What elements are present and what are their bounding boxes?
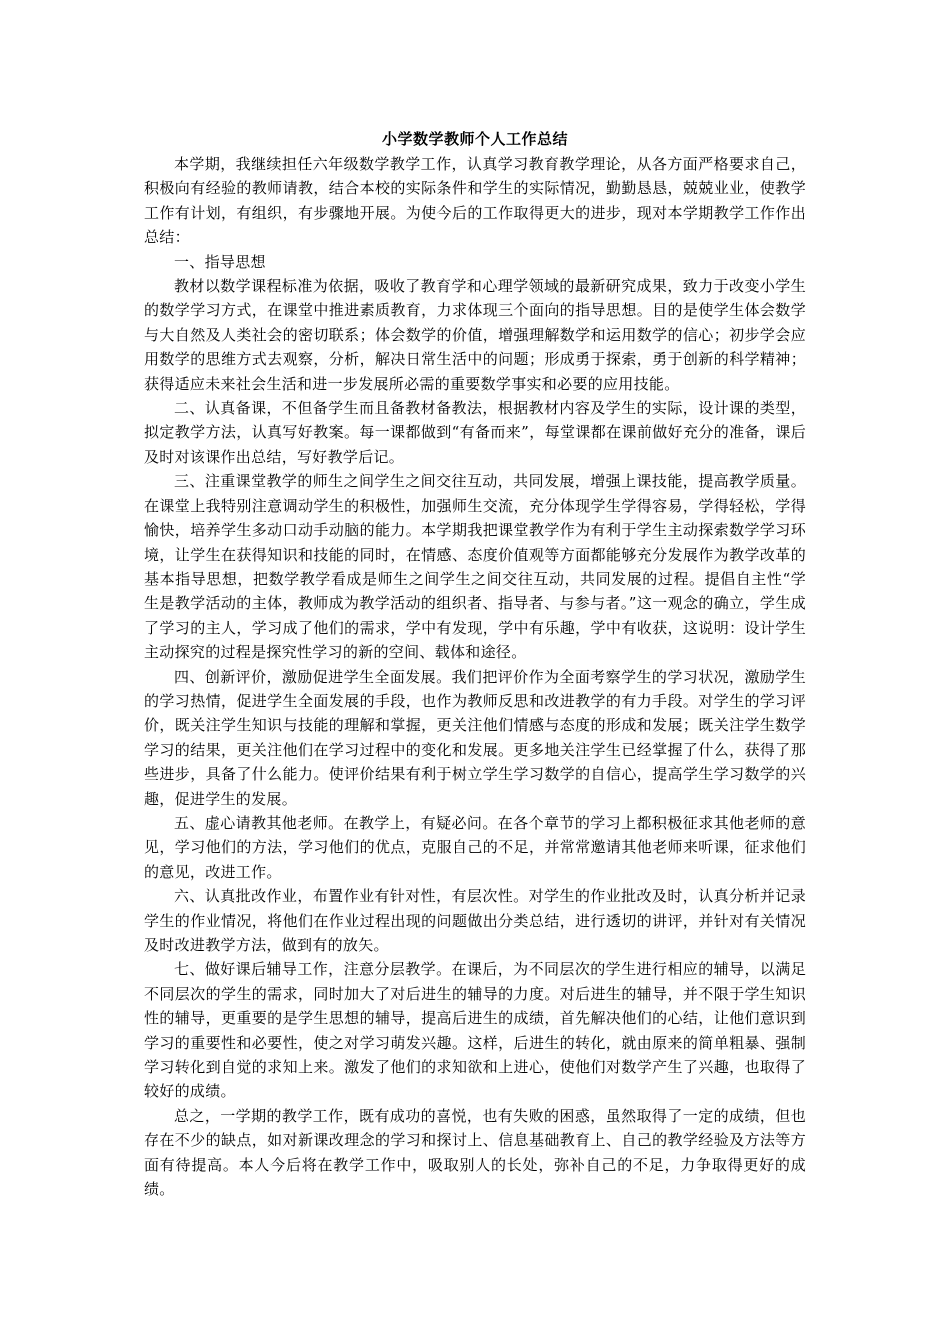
paragraph-lesson-prep: 二、认真备课，不但备学生而且备教材备教法，根据教材内容及学生的实际，设计课的类型，拟定教学方法，认真写好教案。每一课都做到“有备而来”，每堂课都在课前做好充分的准备，课后及时对该课作出总结，写好教学后记。 bbox=[144, 399, 806, 466]
paragraph-homework: 六、认真批改作业，布置作业有针对性，有层次性。对学生的作业批改及时，认真分析并记录学生的作业情况，将他们在作业过程出现的问题做出分类总结，进行透切的讲评，并针对有关情况及时改进教学方法，做到有的放矢。 bbox=[144, 887, 806, 954]
paragraph-guiding-thought: 教材以数学课程标准为依据，吸收了教育学和心理学领域的最新研究成果，致力于改变小学生的数学学习方式，在课堂中推进素质教育，力求体现三个面向的指导思想。目的是使学生体会数学与大自然及人类社会的密切联系；体会数学的价值，增强理解数学和运用数学的信心；初步学会应用数学的思维方式去观察，分析，解决日常生活中的问题；形成勇于探索，勇于创新的科学精神；获得适应未来社会生活和进一步发展所必需的重要数学事实和必要的应用技能。 bbox=[144, 277, 806, 393]
paragraph-tutoring: 七、做好课后辅导工作，注意分层教学。在课后，为不同层次的学生进行相应的辅导，以满足不同层次的学生的需求，同时加大了对后进生的辅导的力度。对后进生的辅导，并不限于学生知识性的辅导，更重要的是学生思想的辅导，提高后进生的成绩，首先解决他们的心结，让他们意识到学习的重要性和必要性，使之对学习萌发兴趣。这样，后进生的转化，就由原来的简单粗暴、强制学习转化到自觉的求知上来。激发了他们的求知欲和上进心，使他们对数学产生了兴趣，也取得了较好的成绩。 bbox=[144, 960, 806, 1101]
paragraph-conclusion: 总之，一学期的教学工作，既有成功的喜悦，也有失败的困惑，虽然取得了一定的成绩，但也存在不少的缺点，如对新课改理念的学习和探讨上、信息基础教育上、自己的教学经验及方法等方面有待提高。本人今后将在教学工作中，吸取别人的长处，弥补自己的不足，力争取得更好的成绩。 bbox=[144, 1106, 806, 1199]
document-page bbox=[144, 126, 806, 1201]
paragraph-classroom-interaction: 三、注重课堂教学的师生之间学生之间交往互动，共同发展，增强上课技能，提高教学质量。在课堂上我特别注意调动学生的积极性，加强师生交流，充分体现学生学得容易，学得轻松，学得愉快，培养学生多动口动手动脑的能力。本学期我把课堂教学作为有利于学生主动探索数学学习环境，让学生在获得知识和技能的同时，在情感、态度价值观等方面都能够充分发展作为教学改革的基本指导思想，把数学教学看成是师生之间学生之间交往互动，共同发展的过程。提倡自主性“学生是教学活动的主体，教师成为教学活动的组织者、指导者、与参与者。”这一观念的确立，学生成了学习的主人，学习成了他们的需求，学中有发现，学中有乐趣，学中有收获，这说明：设计学生主动探究的过程是探究性学习的新的空间、载体和途径。 bbox=[144, 472, 806, 662]
paragraph-heading-guiding-thought: 一、指导思想 bbox=[174, 252, 266, 271]
paragraph-evaluation: 四、创新评价，激励促进学生全面发展。我们把评价作为全面考察学生的学习状况，激励学生的学习热情，促进学生全面发展的手段，也作为教师反思和改进教学的有力手段。对学生的学习评价，既关注学生知识与技能的理解和掌握，更关注他们情感与态度的形成和发展；既关注学生数学学习的结果，更关注他们在学习过程中的变化和发展。更多地关注学生已经掌握了什么，获得了那些进步，具备了什么能力。使评价结果有利于树立学生学习数学的自信心，提高学生学习数学的兴趣，促进学生的发展。 bbox=[144, 667, 806, 808]
paragraph-intro: 本学期，我继续担任六年级数学教学工作，认真学习教育教学理论，从各方面严格要求自己，积极向有经验的教师请教，结合本校的实际条件和学生的实际情况，勤勤恳恳，兢兢业业，使教学工作有计划，有组织，有步骤地开展。为使今后的工作取得更大的进步，现对本学期教学工作作出总结： bbox=[144, 155, 806, 247]
paragraph-consult-teachers: 五、虚心请教其他老师。在教学上，有疑必问。在各个章节的学习上都积极征求其他老师的意见，学习他们的方法，学习他们的优点，克服自己的不足，并常常邀请其他老师来听课，征求他们的意见，改进工作。 bbox=[144, 813, 806, 881]
document-title: 小学数学教师个人工作总结 bbox=[381, 130, 568, 148]
